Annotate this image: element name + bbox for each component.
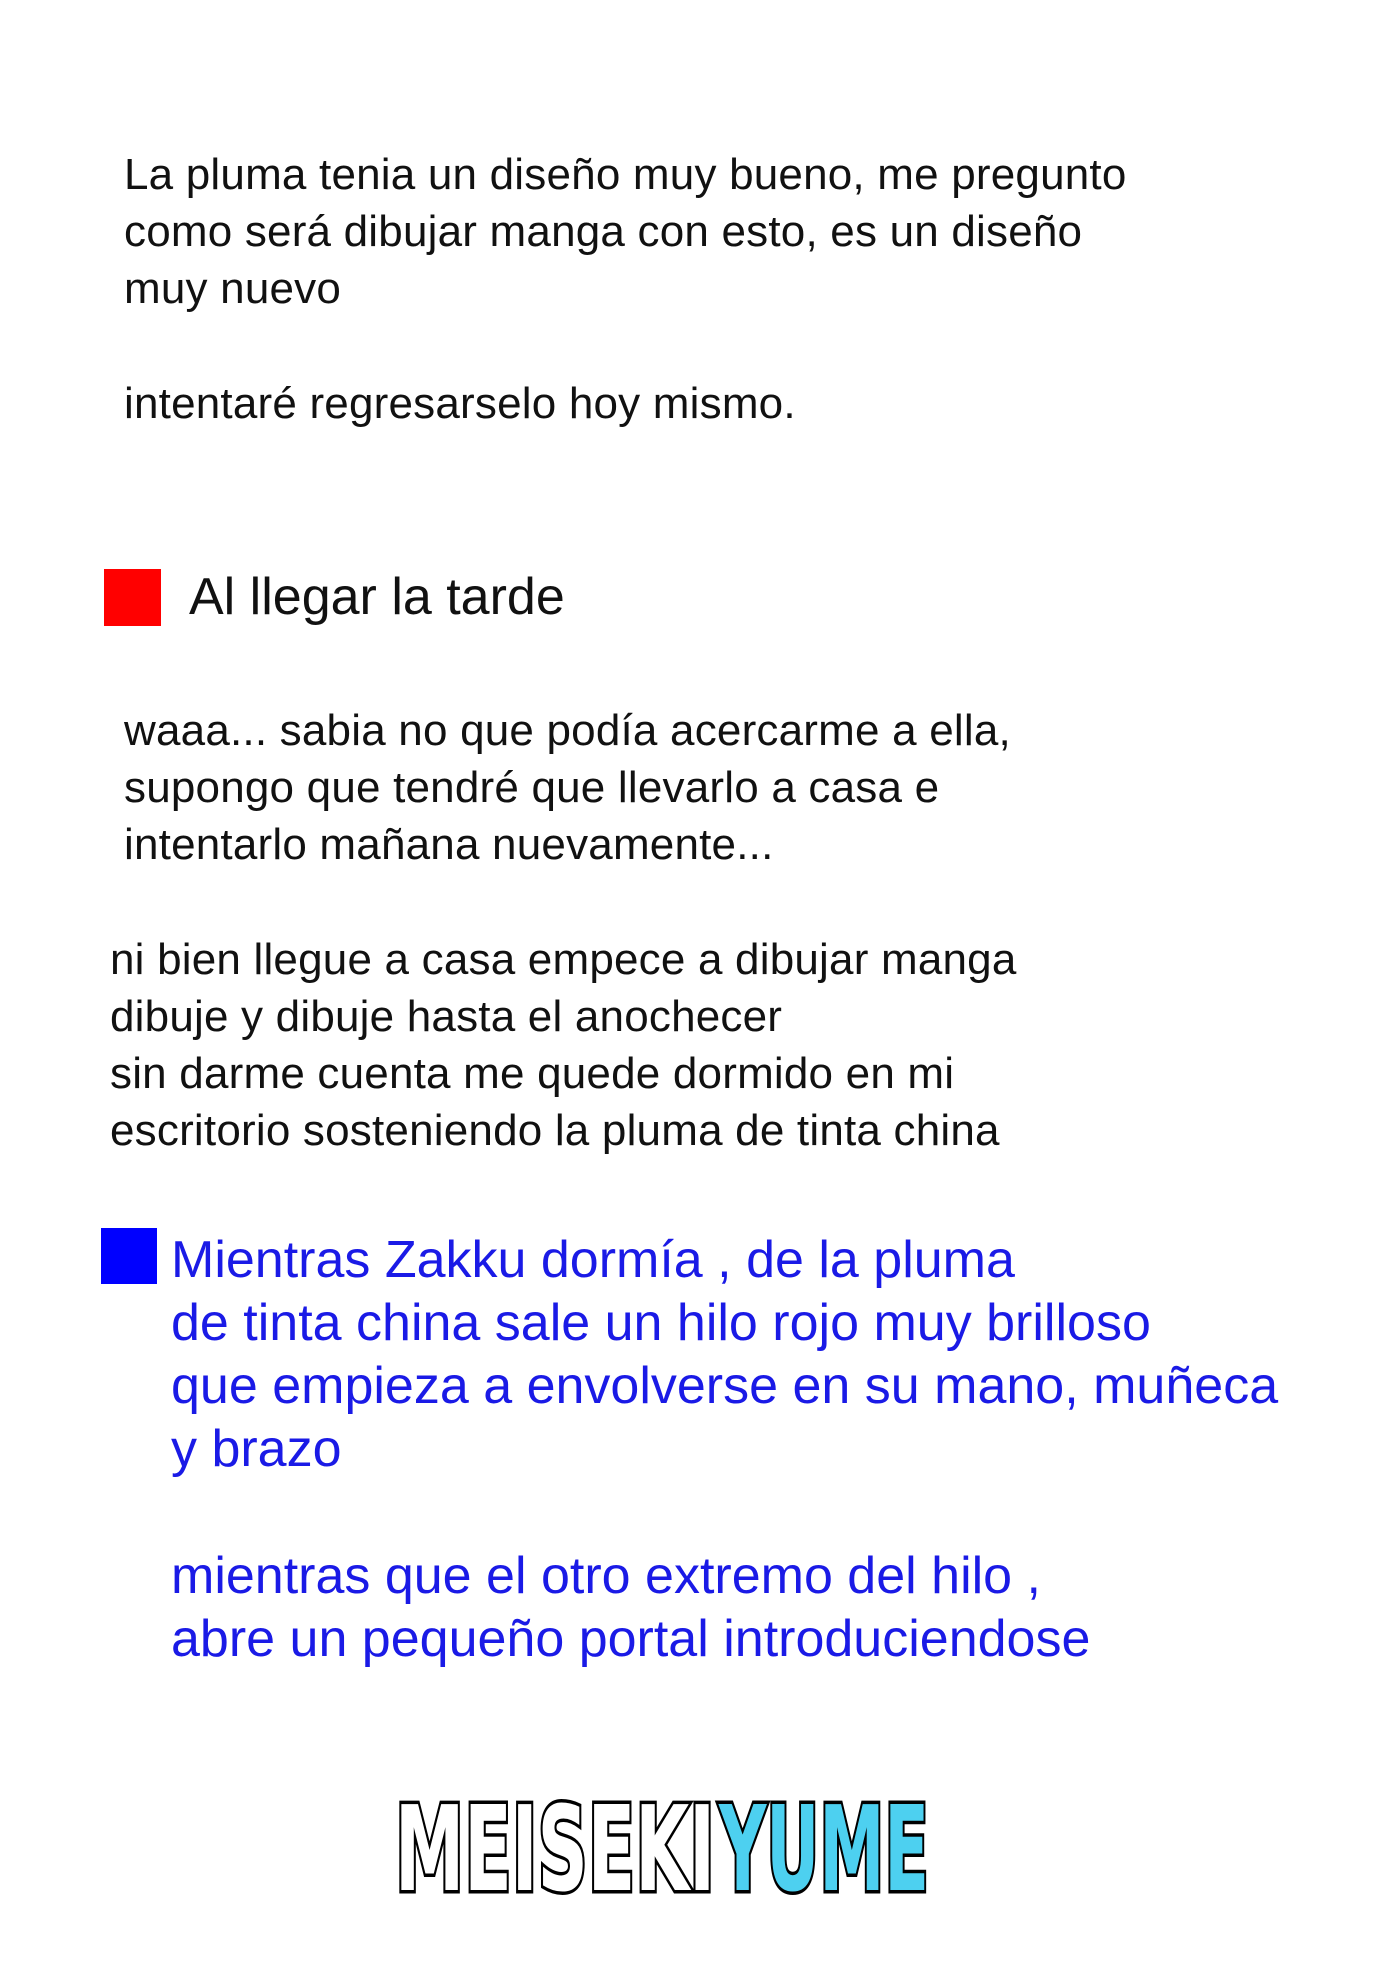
paragraph-portal: mientras que el otro extremo del hilo , abre un pequeño portal introduciendose	[171, 1547, 1091, 1668]
logo-meiseki-text: MEISEKI	[395, 1786, 715, 1906]
section-heading-text: Al llegar la tarde	[189, 568, 565, 626]
blue-square-marker	[101, 1228, 157, 1284]
paragraph-drawing-manga: ni bien llegue a casa empece a dibujar manga dibuje y dibuje hasta el anochecer sin darme cuenta me quede dormido en mi escritorio sosteniendo la pluma de tinta china	[110, 935, 1017, 1155]
meiseki-yume-logo	[393, 1786, 933, 1906]
section-heading-afternoon	[104, 567, 565, 627]
paragraph-red-thread: Mientras Zakku dormía , de la pluma de tinta china sale un hilo rojo muy brilloso que empieza a envolverse en su mano, muñeca y brazo	[171, 1231, 1279, 1478]
paragraph-pen-design: La pluma tenia un diseño muy bueno, me pregunto como será dibujar manga con esto, es un diseño muy nuevo	[124, 150, 1127, 313]
paragraph-return-today: intentaré regresarselo hoy mismo.	[124, 379, 796, 428]
red-square-marker	[104, 569, 161, 626]
paragraph-approach: waaa... sabia no que podía acercarme a ella, supongo que tendré que llevarlo a casa e intentarlo mañana nuevamente...	[124, 706, 1011, 869]
logo-yume-text: YUME	[717, 1786, 929, 1906]
